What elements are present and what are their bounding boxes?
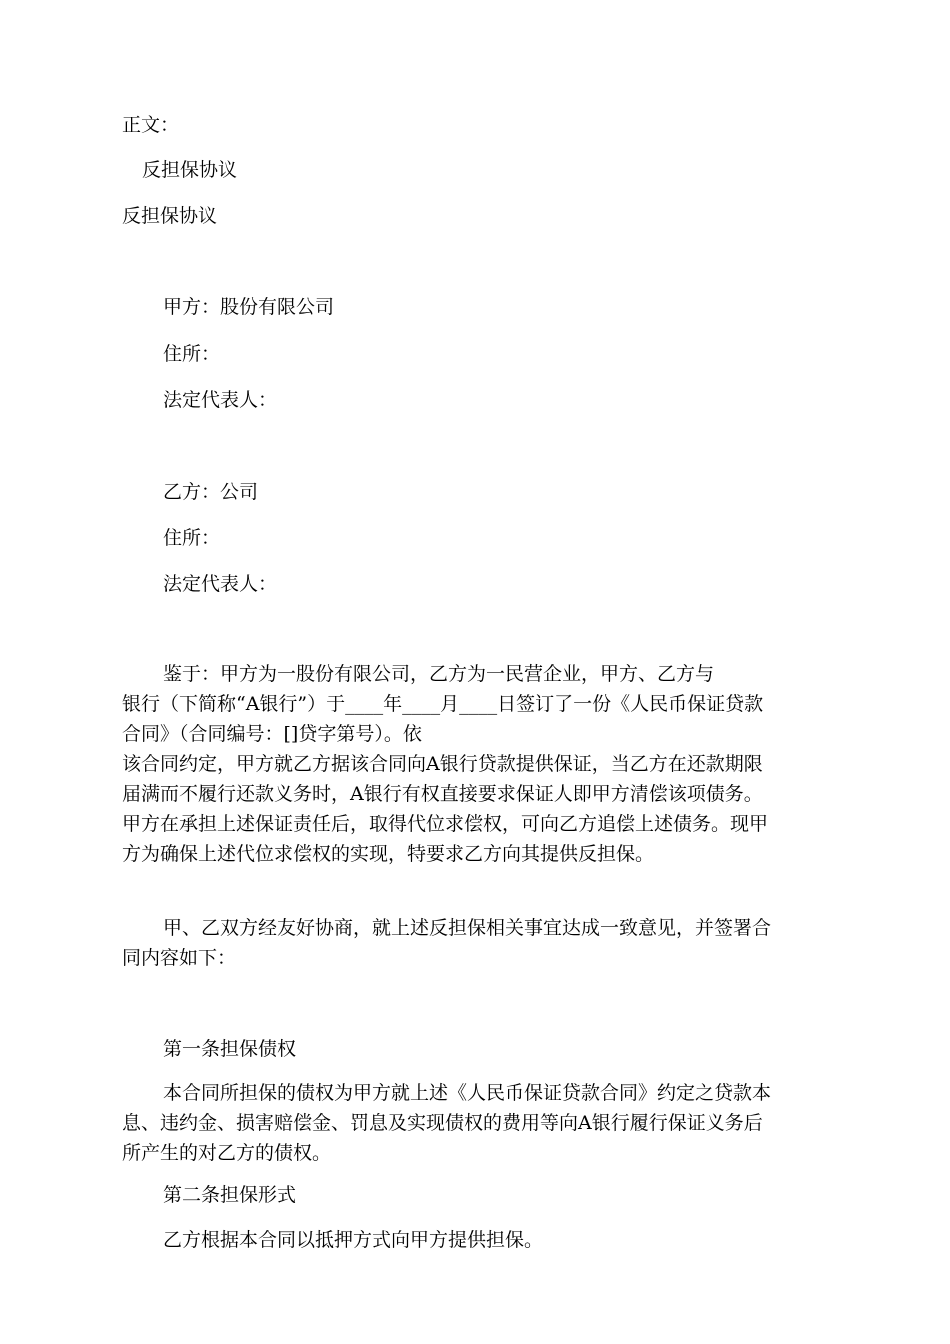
recital-line: 银行（下简称“A银行”）于____年____月____日签订了一份《人民币保证贷款 — [122, 693, 764, 715]
article-1-line: 本合同所担保的债权为甲方就上述《人民币保证贷款合同》约定之贷款本 — [163, 1082, 772, 1104]
article-2-heading: 第二条担保形式 — [163, 1184, 297, 1206]
party-a-address: 住所： — [163, 343, 221, 365]
main-text-label: 正文： — [122, 114, 180, 136]
recital-paragraph — [122, 659, 768, 869]
agreement-paragraph — [122, 913, 771, 973]
recital-line: 届满而不履行还款义务时，A银行有权直接要求保证人即甲方清偿该项债务。 — [122, 783, 763, 805]
party-b-representative: 法定代表人： — [163, 573, 278, 595]
agreement-line: 甲、乙双方经友好协商，就上述反担保相关事宜达成一致意见，并签署合 — [163, 917, 772, 939]
recital-line: 该合同约定，甲方就乙方据该合同向A银行贷款提供保证，当乙方在还款期限 — [122, 753, 763, 775]
recital-line: 合同》（合同编号：[]贷字第号）。依 — [122, 723, 422, 745]
document-title: 反担保协议 — [122, 205, 218, 227]
party-a-name: 甲方：股份有限公司 — [163, 296, 335, 318]
document-title-indented: 反担保协议 — [142, 159, 238, 181]
article-2-body: 乙方根据本合同以抵押方式向甲方提供担保。 — [163, 1229, 544, 1251]
recital-line: 方为确保上述代位求偿权的实现，特要求乙方向其提供反担保。 — [122, 843, 655, 865]
article-1-line: 所产生的对乙方的债权。 — [122, 1142, 332, 1164]
article-1-line: 息、违约金、损害赔偿金、罚息及实现债权的费用等向A银行履行保证义务后 — [122, 1112, 763, 1134]
party-b-name: 乙方：公司 — [163, 481, 259, 503]
article-1-heading: 第一条担保债权 — [163, 1038, 297, 1060]
article-1-body — [122, 1078, 771, 1168]
recital-line: 甲方在承担上述保证责任后，取得代位求偿权，可向乙方追偿上述债务。现甲 — [122, 813, 769, 835]
party-a-representative: 法定代表人： — [163, 389, 278, 411]
agreement-line: 同内容如下： — [122, 947, 237, 969]
party-b-address: 住所： — [163, 527, 221, 549]
recital-line: 鉴于：甲方为一股份有限公司，乙方为一民营企业，甲方、乙方与 — [163, 663, 715, 685]
